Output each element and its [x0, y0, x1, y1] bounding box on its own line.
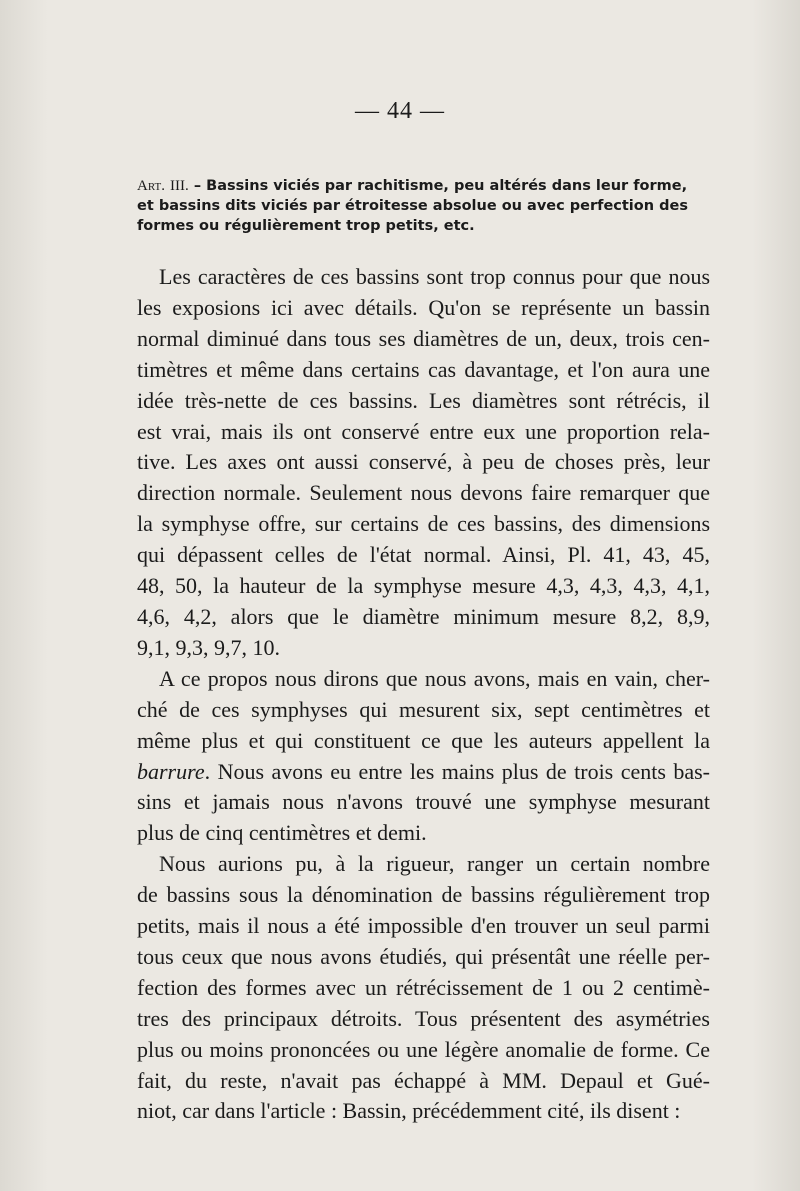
- text-line-with-italic: [137, 757, 710, 788]
- text-line: 9,1, 9,3, 9,7, 10.: [137, 634, 280, 660]
- text-line: 48, 50, la hauteur de la symphyse mesure 4,3, 4,3, 4,3, 4,1,: [137, 573, 710, 599]
- text-line: idée très-nette de ces bassins. Les diamètres sont rétrécis, il: [137, 387, 710, 413]
- text-line: fait, du reste, n'avait pas échappé à MM. Depaul et Gué-: [137, 1067, 710, 1093]
- text-line: fection des formes avec un rétrécissement de 1 ou 2 centimè-: [137, 974, 710, 1000]
- article-dash: –: [193, 178, 202, 194]
- text-line: est vrai, mais ils ont conservé entre eux une proportion rela-: [137, 418, 710, 444]
- text-line: tive. Les axes ont aussi conservé, à peu de choses près, leur: [137, 449, 710, 475]
- article-title-line-1: Bassins viciés par rachitisme, peu altérés dans leur forme,: [206, 178, 688, 194]
- body-text: [137, 262, 710, 1127]
- article-title-line-2: et bassins dits viciés par étroitesse absolue ou avec perfection des: [137, 198, 688, 214]
- text-line: tous ceux que nous avons étudiés, qui présentât une réelle per-: [137, 943, 710, 969]
- text-line: de bassins sous la dénomination de bassins régulièrement trop: [137, 882, 710, 908]
- article-label: Art.: [137, 178, 165, 194]
- page-number: — 44 —: [355, 98, 445, 124]
- text-line: plus ou moins prononcées ou une légère anomalie de forme. Ce: [137, 1036, 710, 1062]
- text-line: tres des principaux détroits. Tous présentent des asymétries: [137, 1005, 710, 1031]
- text-line: qui dépassent celles de l'état normal. Ainsi, Pl. 41, 43, 45,: [137, 542, 710, 568]
- text-line: direction normale. Seulement nous devons faire remarquer que: [137, 480, 710, 506]
- article-title-line-3: formes ou régulièrement trop petits, etc.: [137, 218, 475, 234]
- paragraph-3: [137, 849, 710, 1127]
- article-number: III.: [170, 178, 189, 194]
- text-line: ché de ces symphyses qui mesurent six, sept centimètres et: [137, 696, 710, 722]
- text-line: 4,6, 4,2, alors que le diamètre minimum mesure 8,2, 8,9,: [137, 603, 710, 629]
- text-line: timètres et même dans certains cas davantage, et l'on aura une: [137, 356, 710, 382]
- text-line: sins et jamais nous n'avons trouvé une symphyse mesurant: [137, 789, 710, 815]
- text-line: niot, car dans l'article : Bassin, précédemment cité, ils disent :: [137, 1098, 681, 1124]
- paragraph-1: [137, 262, 710, 664]
- paragraph-2: [137, 664, 710, 849]
- text-line: la symphyse offre, sur certains de ces bassins, des dimensions: [137, 511, 710, 537]
- text-after-italic: . Nous avons eu entre les mains plus de trois cents bas-: [204, 758, 710, 784]
- italic-term: barrure: [137, 758, 205, 784]
- text-line: A ce propos nous dirons que nous avons, mais en vain, cher-: [159, 665, 710, 691]
- text-line: même plus et qui constituent ce que les auteurs appellent la: [137, 727, 710, 753]
- text-line: les exposions ici avec détails. Qu'on se représente un bassin: [137, 294, 710, 320]
- text-line: Les caractères de ces bassins sont trop connus pour que nous: [159, 264, 710, 289]
- text-line: normal diminué dans tous ses diamètres de un, deux, trois cen-: [137, 325, 710, 351]
- text-line: plus de cinq centimètres et demi.: [137, 820, 427, 846]
- text-line: petits, mais il nous a été impossible d'en trouver un seul parmi: [137, 913, 710, 939]
- article-heading: [137, 176, 722, 236]
- text-line: Nous aurions pu, à la rigueur, ranger un certain nombre: [159, 851, 710, 877]
